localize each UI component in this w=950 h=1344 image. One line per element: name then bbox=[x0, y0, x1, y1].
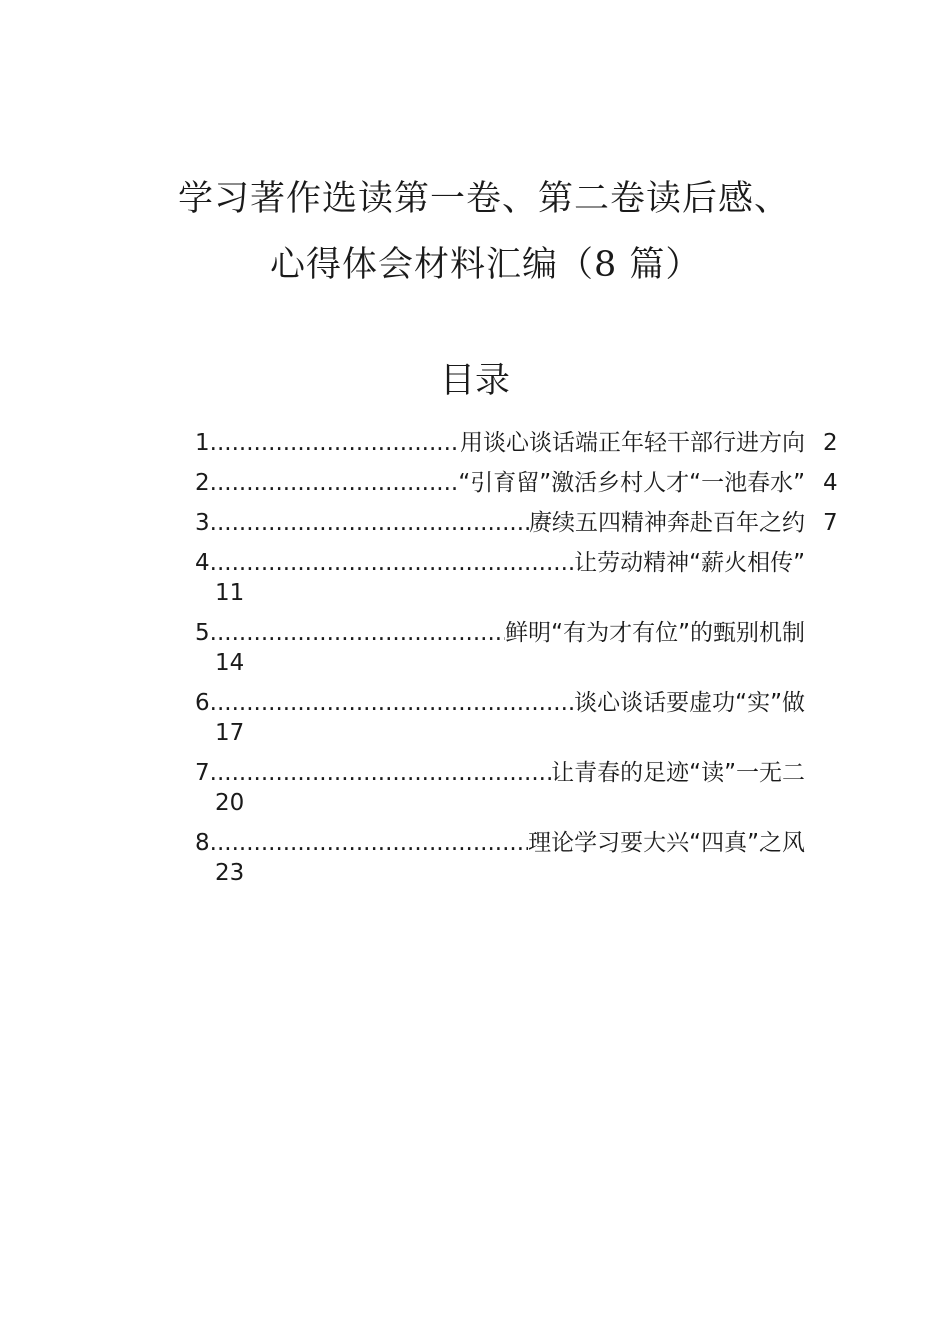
toc-entry-number: 7 bbox=[195, 760, 210, 786]
toc-entry-page: 23 bbox=[215, 860, 245, 886]
toc-heading: 目录 bbox=[439, 361, 510, 401]
toc-entry-title: 鲜明“有为才有位”的甄别机制 bbox=[505, 620, 805, 646]
toc-entry-3[interactable] bbox=[195, 508, 845, 538]
toc-entry-number: 8 bbox=[195, 830, 210, 856]
toc-entry-page: 20 bbox=[215, 790, 245, 816]
toc-entry-number: 6 bbox=[195, 690, 210, 716]
toc-dot-leader bbox=[210, 548, 575, 578]
toc-entry-7[interactable] bbox=[195, 758, 845, 818]
toc-entry-page: 11 bbox=[215, 580, 245, 606]
toc-entry-title: 赓续五四精神奔赴百年之约 bbox=[529, 510, 805, 536]
toc-entry-title: 让青春的足迹“读”一无二 bbox=[551, 760, 805, 786]
toc-entry-number: 5 bbox=[195, 620, 210, 646]
toc-entry-page: 2 bbox=[823, 430, 838, 456]
toc-entry-page: 4 bbox=[823, 470, 838, 496]
toc-entry-page: 7 bbox=[823, 510, 838, 536]
toc-dot-leader bbox=[210, 828, 529, 858]
toc-entry-4[interactable] bbox=[195, 548, 845, 608]
toc-entry-number: 1 bbox=[195, 430, 210, 456]
toc-entry-6[interactable] bbox=[195, 688, 845, 748]
toc-dot-leader bbox=[210, 758, 552, 788]
toc-entry-number: 4 bbox=[195, 550, 210, 576]
toc-dot-leader bbox=[210, 688, 575, 718]
toc-entry-2[interactable] bbox=[195, 468, 845, 498]
toc-entry-title: 用谈心谈话端正年轻干部行进方向 bbox=[460, 430, 805, 456]
toc-entry-title: 理论学习要大兴“四真”之风 bbox=[528, 830, 805, 856]
toc-entry-title: 让劳动精神“薪火相传” bbox=[574, 550, 805, 576]
document-title-line-1: 学习著作选读第一卷、第二卷读后感、 bbox=[178, 179, 791, 219]
toc-entry-title: “引育留”激活乡村人才“一池春水” bbox=[458, 470, 805, 496]
toc-dot-leader bbox=[210, 428, 460, 458]
toc-entry-page: 14 bbox=[215, 650, 245, 676]
toc-dot-leader bbox=[210, 508, 529, 538]
toc-entry-title: 谈心谈话要虚功“实”做 bbox=[574, 690, 805, 716]
toc-entry-page: 17 bbox=[215, 720, 245, 746]
toc-dot-leader bbox=[210, 468, 459, 498]
toc-entry-5[interactable] bbox=[195, 618, 845, 678]
document-title-line-2: 心得体会材料汇编（8 篇） bbox=[270, 245, 702, 285]
toc-dot-leader bbox=[210, 618, 506, 648]
toc-entry-number: 3 bbox=[195, 510, 210, 536]
toc-entry-8[interactable] bbox=[195, 828, 845, 888]
toc-entry-number: 2 bbox=[195, 470, 210, 496]
toc-entry-1[interactable] bbox=[195, 428, 845, 458]
